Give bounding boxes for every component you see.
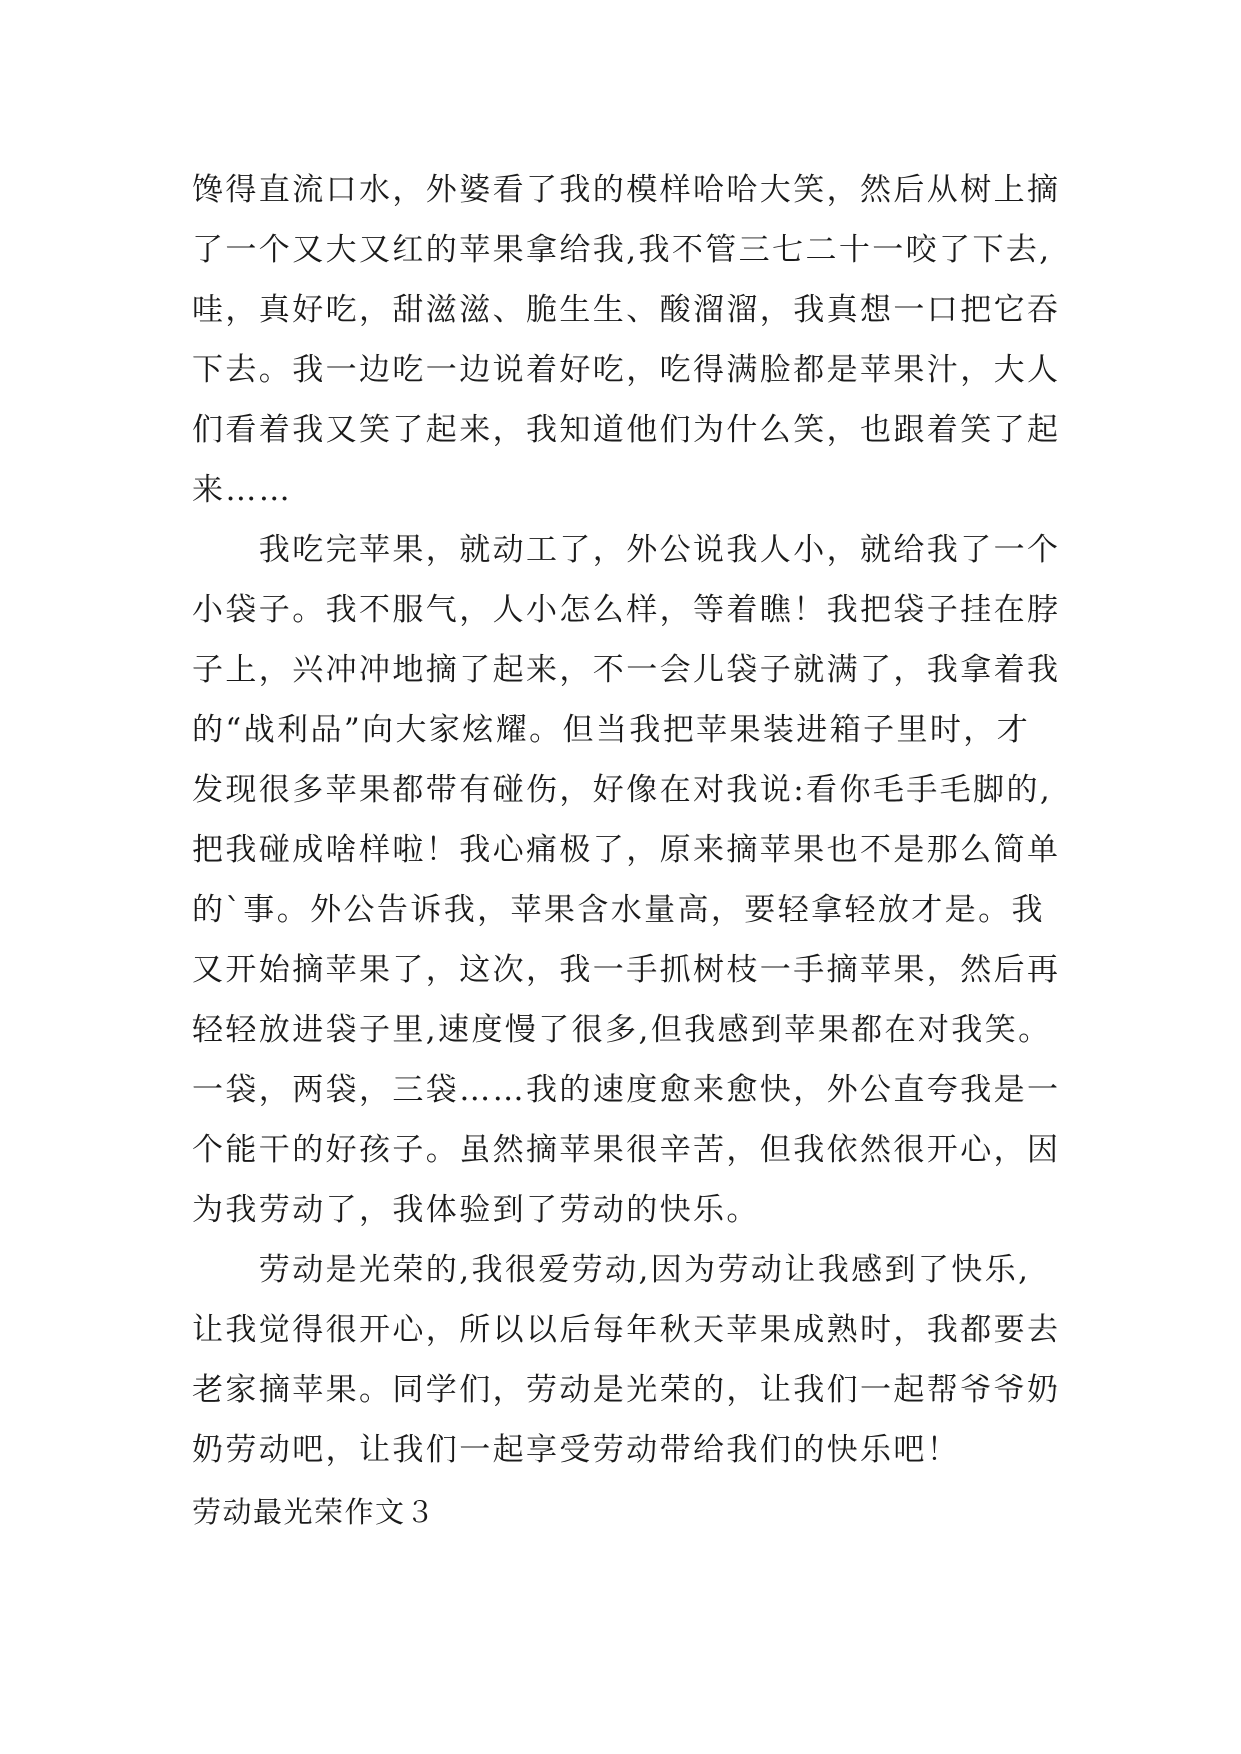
text-line: 发现很多苹果都带有碰伤，好像在对我说:看你毛手毛脚的,	[192, 772, 1053, 808]
text-line: 子上，兴冲冲地摘了起来，不一会儿袋子就满了，我拿着我	[192, 652, 1061, 688]
text-line: 老家摘苹果。同学们，劳动是光荣的，让我们一起帮爷爷奶	[192, 1372, 1061, 1408]
text-line: 的“战利品”向大家炫耀。但当我把苹果装进箱子里时，才	[192, 712, 1031, 748]
text-line: 个能干的好孩子。虽然摘苹果很辛苦，但我依然很开心，因	[192, 1132, 1061, 1168]
text-line: 哇，真好吃，甜滋滋、脆生生、酸溜溜，我真想一口把它吞	[192, 292, 1061, 328]
text-line: 下去。我一边吃一边说着好吃，吃得满脸都是苹果汁，大人	[192, 352, 1061, 388]
text-line: 馋得直流口水，外婆看了我的模样哈哈大笑，然后从树上摘	[192, 172, 1061, 208]
text-line: 把我碰成啥样啦！我心痛极了，原来摘苹果也不是那么简单	[192, 832, 1061, 868]
text-line: 奶劳动吧，让我们一起享受劳动带给我们的快乐吧！	[192, 1432, 961, 1468]
text-line: 我吃完苹果，就动工了，外公说我人小，就给我了一个	[192, 532, 1061, 568]
text-line: 轻轻放进袋子里,速度慢了很多,但我感到苹果都在对我笑。	[192, 1012, 1052, 1048]
text-line: 为我劳动了，我体验到了劳动的快乐。	[192, 1192, 760, 1228]
text-line: 小袋子。我不服气，人小怎么样，等着瞧！我把袋子挂在脖	[192, 592, 1061, 628]
essay-body	[192, 160, 1072, 1480]
text-line: 们看着我又笑了起来，我知道他们为什么笑，也跟着笑了起	[192, 412, 1061, 448]
text-line: 让我觉得很开心，所以以后每年秋天苹果成熟时，我都要去	[192, 1312, 1061, 1348]
text-line: 劳动是光荣的,我很爱劳动,因为劳动让我感到了快乐,	[192, 1252, 1031, 1288]
text-line: 一袋，两袋，三袋……我的速度愈来愈快，外公直夸我是一	[192, 1072, 1061, 1108]
section-title: 劳动最光荣作文３	[192, 1495, 437, 1529]
text-line: 的`事。外公告诉我，苹果含水量高，要轻拿轻放才是。我	[192, 892, 1045, 928]
text-line: 又开始摘苹果了，这次，我一手抓树枝一手摘苹果，然后再	[192, 952, 1061, 988]
text-line: 了一个又大又红的苹果拿给我,我不管三七二十一咬了下去,	[192, 232, 1052, 268]
text-line: 来……	[192, 472, 293, 508]
